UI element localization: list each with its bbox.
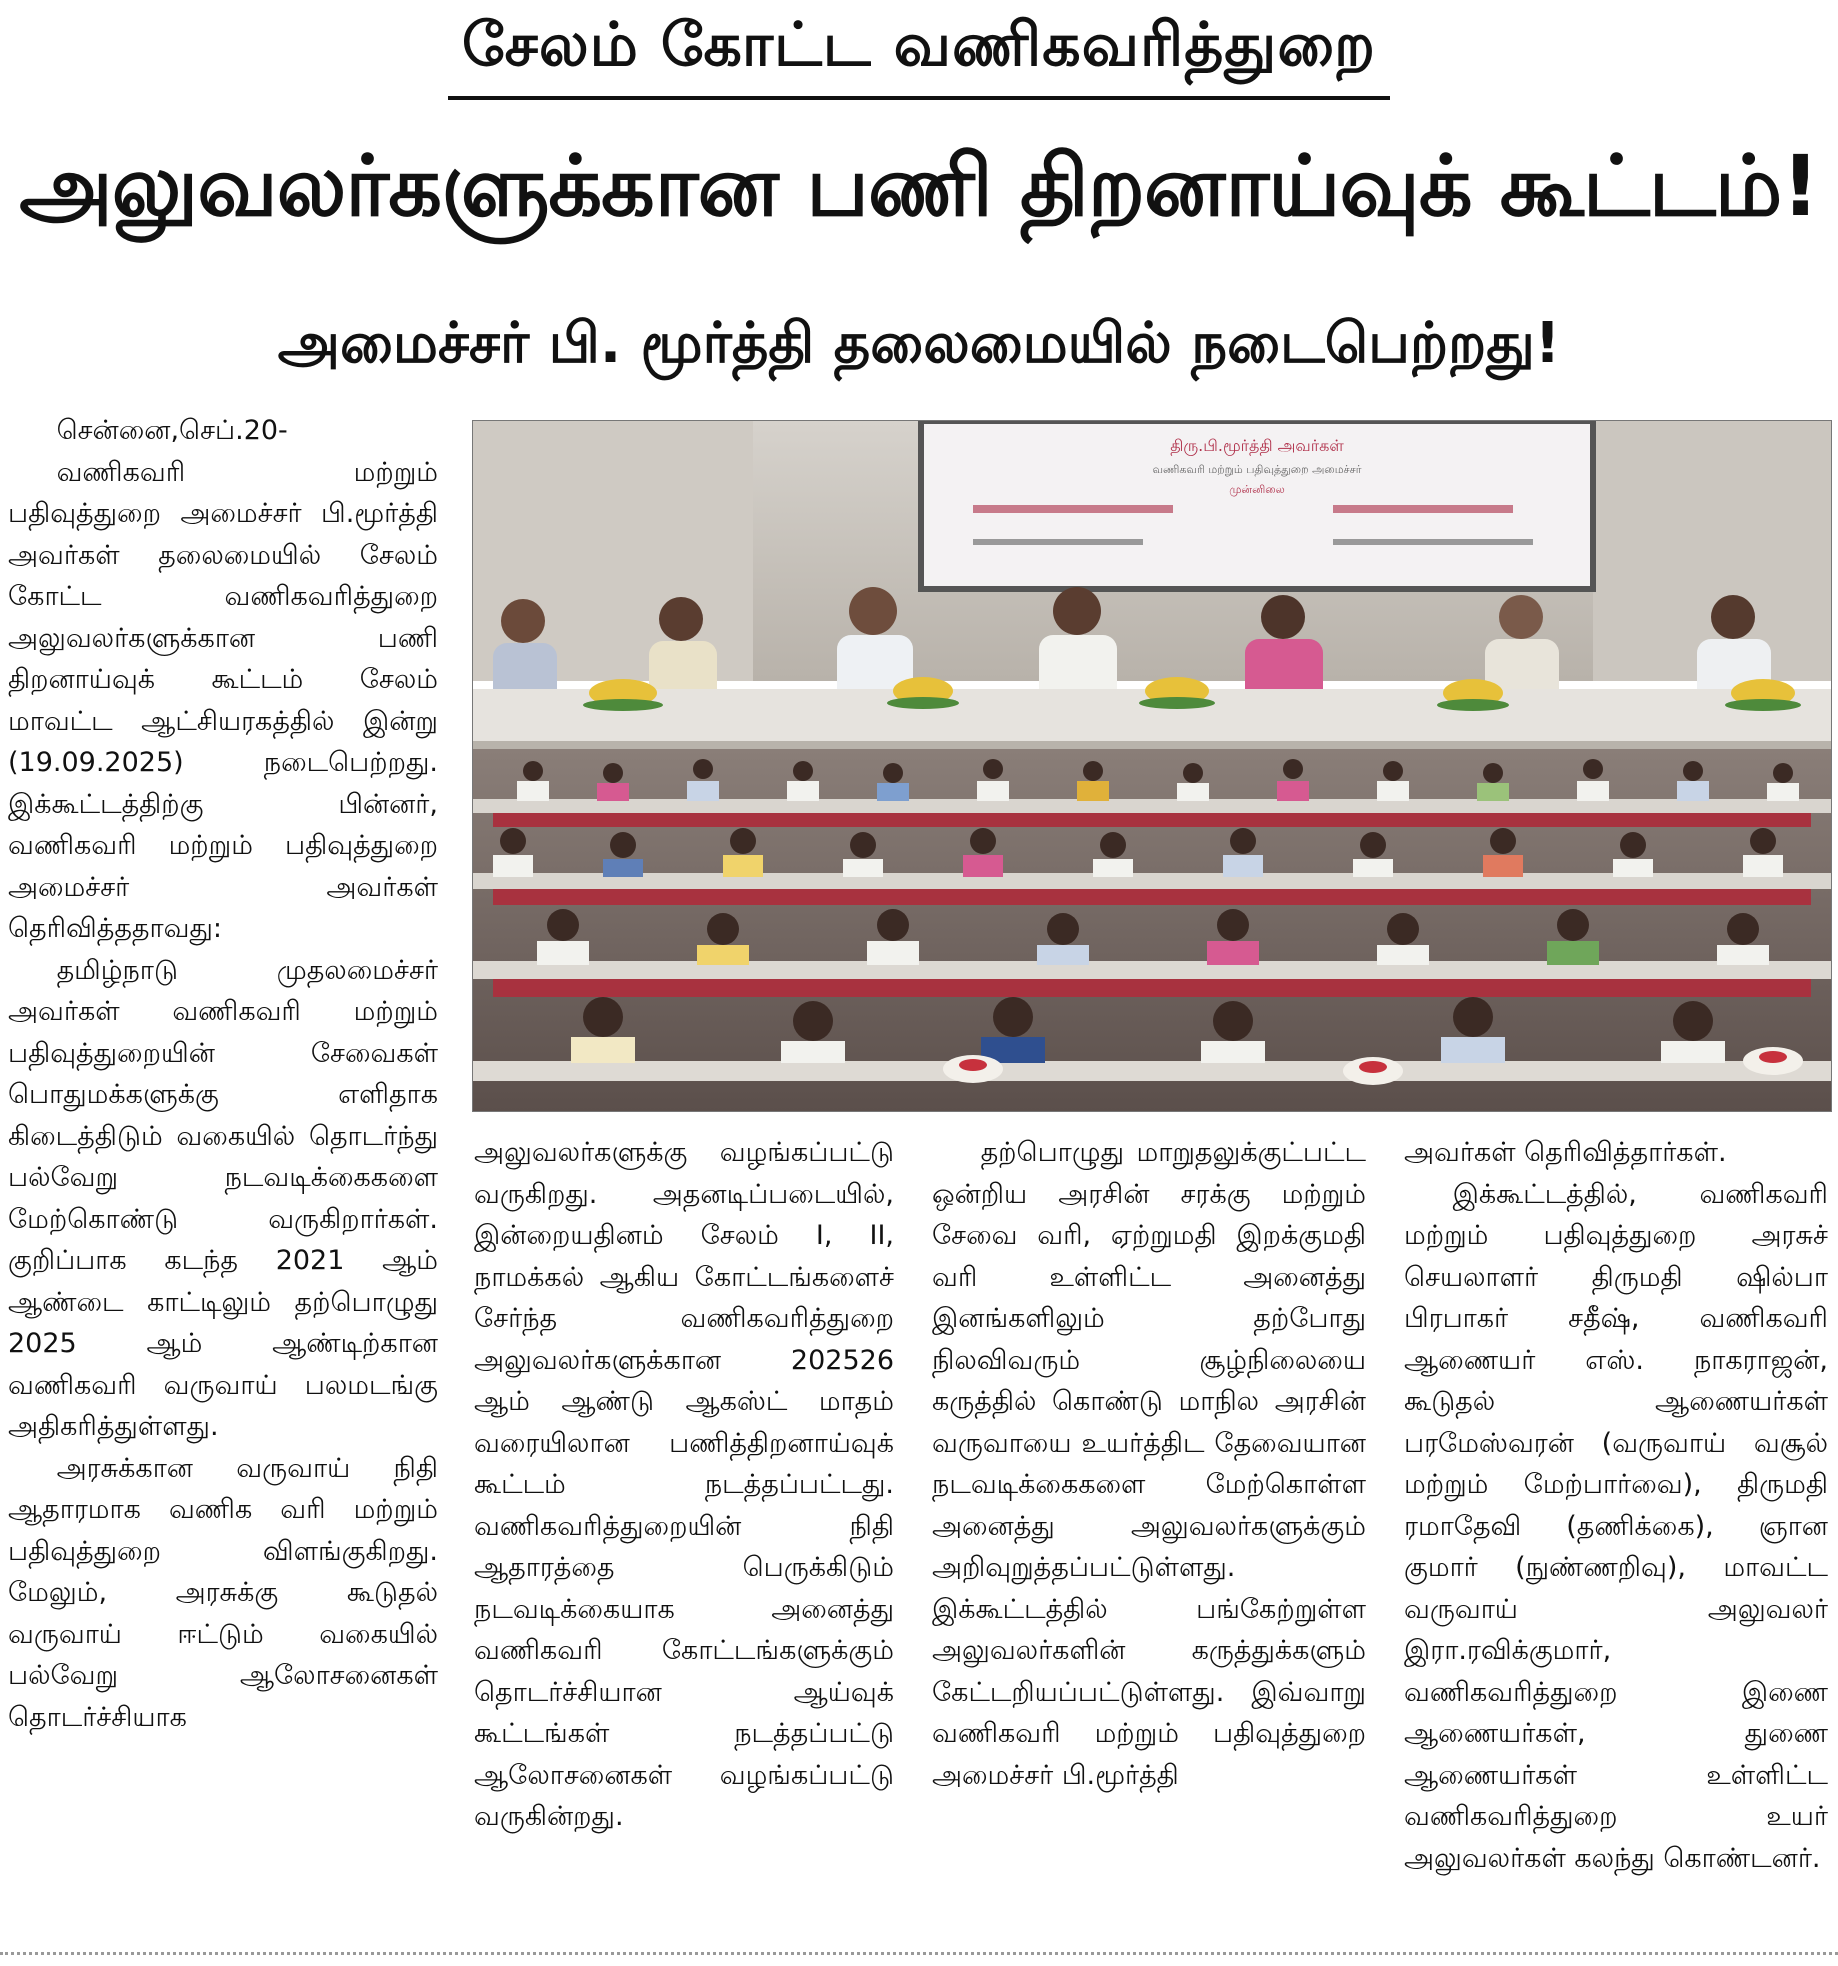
side-panel-left — [473, 421, 753, 681]
screen-title: திரு.பி.மூர்த்தி அவர்கள் — [1170, 436, 1344, 455]
meeting-photo-illustration — [473, 421, 1831, 1111]
paragraph: தற்பொழுது மாறுதலுக்குட்பட்ட ஒன்றிய அரசின் சரக்கு மற்றும் சேவை வரி, ஏற்றுமதி இறக்குமதி வரி உள்ளிட்ட அனைத்து இனங்களிலும் தற்போது நிலவிவரும் சூழ்நிலையை கருத்தில் கொண்டு மாநில அரசின் வருவாயை உயர்த்திட தேவையான நடவடிக்கைகளை மேற்கொள்ள அனைத்து அலுவலர்களுக்கும் அறிவுறுத்தப்பட்டுள்ளது. இக்கூட்டத்தில் பங்கேற்றுள்ள அலுவலர்களின் கருத்துக்களும் கேட்டறியப்பட்டுள்ளது. இவ்வாறு வணிகவரி மற்றும் பதிவுத்துறை அமைச்சர் பி.மூர்த்தி — [932, 1137, 1366, 1791]
dateline: சென்னை,செப்.20- — [56, 415, 288, 446]
screen-subtitle: வணிகவரி மற்றும் பதிவுத்துறை அமைச்சர் — [1152, 463, 1362, 476]
kicker-text: சேலம் கோட்ட வணிகவரித்துறை — [448, 10, 1390, 100]
footer-divider — [0, 1952, 1838, 1955]
article-column-2 — [474, 1132, 894, 1940]
paragraph: தமிழ்நாடு முதலமைச்சர் அவர்கள் வணிகவரி மற்றும் பதிவுத்துறையின் சேவைகள் பொதுமக்களுக்கு எளிதாக கிடைத்திடும் வகையில் தொடர்ந்து பல்வேறு நடவடிக்கைகளை மேற்கொண்டு வருகிறார்கள். குறிப்பாக கடந்த 2021 ஆம் ஆண்டை காட்டிலும் தற்பொழுது 2025 ஆம் ஆண்டிற்கான வணிகவரி வருவாய் பலமடங்கு அதிகரித்துள்ளது. — [8, 954, 438, 1442]
paragraph: இக்கூட்டத்தில், வணிகவரி மற்றும் பதிவுத்துறை அரசுச் செயலாளர் திருமதி ஷில்பா பிரபாகர் சதீஷ், வணிகவரி ஆணையர் எஸ். நாகராஜன், கூடுதல் ஆணையர்கள் பரமேஸ்வரன் (வருவாய் வசூல் மற்றும் மேற்பார்வை), திருமதி ரமாதேவி (தணிக்கை), ஞான குமார் (நுண்ணறிவு), மாவட்ட வருவாய் அலுவலர் இரா.ரவிக்குமார், வணிகவரித்துறை இணை ஆணையர்கள், துணை ஆணையர்கள் உள்ளிட்ட வணிகவரித்துறை உயர் அலுவலர்கள் கலந்து கொண்டனர். — [1404, 1178, 1828, 1874]
meeting-photo — [472, 420, 1832, 1112]
paragraph: அலுவலர்களுக்கு வழங்கப்பட்டு வருகிறது. அதனடிப்படையில், இன்றையதினம் சேலம் I, II, நாமக்கல் ஆகிய கோட்டங்களைச் சேர்ந்த வணிகவரித்துறை அலுவலர்களுக்கான 202526 ஆம் ஆண்டு ஆகஸ்ட் மாதம் வரையிலான பணித்திறனாய்வுக் கூட்டம் நடத்தப்பட்டது. வணிகவரித்துறையின் நிதி ஆதாரத்தை பெருக்கிடும் நடவடிக்கையாக அனைத்து வணிகவரி கோட்டங்களுக்கும் தொடர்ச்சியான ஆய்வுக் கூட்டங்கள் நடத்தப்பட்டு ஆலோசனைகள் வழங்கப்பட்டு வருகின்றது. — [474, 1137, 894, 1832]
article-column-1 — [8, 410, 438, 1940]
section-kicker — [0, 10, 1838, 100]
article-column-3 — [932, 1132, 1366, 1940]
headline: அலுவலர்களுக்கான பணி திறனாய்வுக் கூட்டம்! — [19, 137, 1819, 235]
screen-caption: முன்னிலை — [1229, 483, 1285, 496]
paragraph: வணிகவரி மற்றும் பதிவுத்துறை அமைச்சர் பி.மூர்த்தி அவர்கள் தலைமையில் சேலம் கோட்ட வணிகவரித்துறை அலுவலர்களுக்கான பணி திறனாய்வுக் கூட்டம் சேலம் மாவட்ட ஆட்சியரகத்தில் இன்று (19.09.2025) நடைபெற்றது. இக்கூட்டத்திற்கு பின்னர், வணிகவரி மற்றும் பதிவுத்துறை அமைச்சர் அவர்கள் தெரிவித்ததாவது: — [8, 456, 438, 944]
paragraph: அரசுக்கான வருவாய் நிதி ஆதாரமாக வணிக வரி மற்றும் பதிவுத்துறை விளங்குகிறது. மேலும், அரசுக்கு கூடுதல் வருவாய் ஈட்டும் வகையில் பல்வேறு ஆலோசனைகள் தொடர்ச்சியாக — [8, 1452, 438, 1733]
subheadline: அமைச்சர் பி. மூர்த்தி தலைமையில் நடைபெற்றது! — [277, 311, 1561, 376]
paragraph: அவர்கள் தெரிவித்தார்கள். — [1404, 1137, 1727, 1168]
article-column-4 — [1404, 1132, 1828, 1940]
